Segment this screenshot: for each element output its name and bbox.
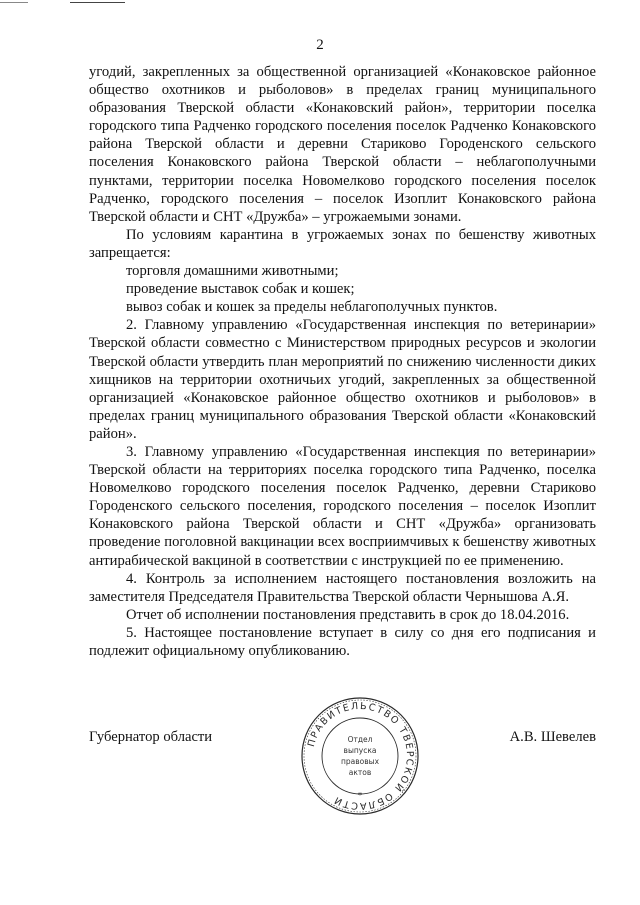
seal-center-line: выпуска <box>343 746 377 755</box>
seal-center-line: актов <box>348 768 372 777</box>
paragraph: 2. Главному управлению «Государственная инспекция по ветеринарии» Тверской области совместно с Министерством природных ресурсов и экологии Тверской области утвердить план мероприятий по снижению численности диких хищников на территории охотничьих угодий, закрепленных за общественной организацией «Конаковское районное общество охотников и рыболовов» в пределах границ муниципального образования Тверской области «Конаковский район». <box>89 317 596 442</box>
seal-center-line: Отдел <box>347 735 373 744</box>
paragraph: 3. Главному управлению «Государственная инспекция по ветеринарии» Тверской области на территориях поселка городского типа Радченко, поселка Новомелково городского поселения поселок Радченко, деревни Стариково Городенского сельского поселения, городского поселения – поселок Изоплит Конаковского района Тверской области и СНТ «Дружба» организовать проведение поголовной вакцинации всех восприимчивых к бешенству животных антирабической вакциной в соответствии с инструкцией по ее применению. <box>89 443 596 569</box>
paragraph: По условиям карантина в угрожаемых зонах по бешенству животных запрещается: <box>89 226 596 261</box>
signatory-name: А.В. Шевелев <box>509 729 596 745</box>
svg-text:*: * <box>358 791 362 800</box>
list-item: вывоз собак и кошек за пределы неблагополучных пунктов. <box>126 299 498 316</box>
seal-center-line: правовых <box>340 757 380 766</box>
paragraph: 4. Контроль за исполнением настоящего постановления возложить на заместителя Председателя Правительства Тверской области Чернышова А.Я. <box>89 570 596 605</box>
scan-edge-mark <box>70 2 125 3</box>
document-body <box>89 63 596 660</box>
page-number: 2 <box>316 37 324 53</box>
paragraph: Отчет об исполнении постановления представить в срок до 18.04.2016. <box>126 606 570 623</box>
scan-edge-mark <box>0 2 28 3</box>
paragraph: 5. Настоящее постановление вступает в силу со дня его подписания и подлежит официальному опубликованию. <box>89 624 596 659</box>
official-seal <box>299 695 421 817</box>
list-item: проведение выставок собак и кошек; <box>126 281 355 298</box>
paragraph: угодий, закрепленных за общественной организацией «Конаковское районное общество охотников и рыболовов» в пределах границ муниципального образования Тверской области «Конаковский район», территории поселка городского типа Радченко городского поселения поселок Радченко Конаковского района Тверской области и деревни Стариково Городенского сельского поселения Конаковского района Тверской области – неблагополучными пунктами, территории поселка Новомелково городского поселения поселок Радченко, городского поселения – поселок Изоплит Конаковского района Тверской области и СНТ «Дружба» – угрожаемыми зонами. <box>89 64 596 225</box>
seal-ring-text: ПРАВИТЕЛЬСТВО ТВЕРСКОЙ ОБЛАСТИ <box>305 700 416 812</box>
list-item: торговля домашними животными; <box>126 263 339 280</box>
signatory-position: Губернатор области <box>89 729 213 745</box>
